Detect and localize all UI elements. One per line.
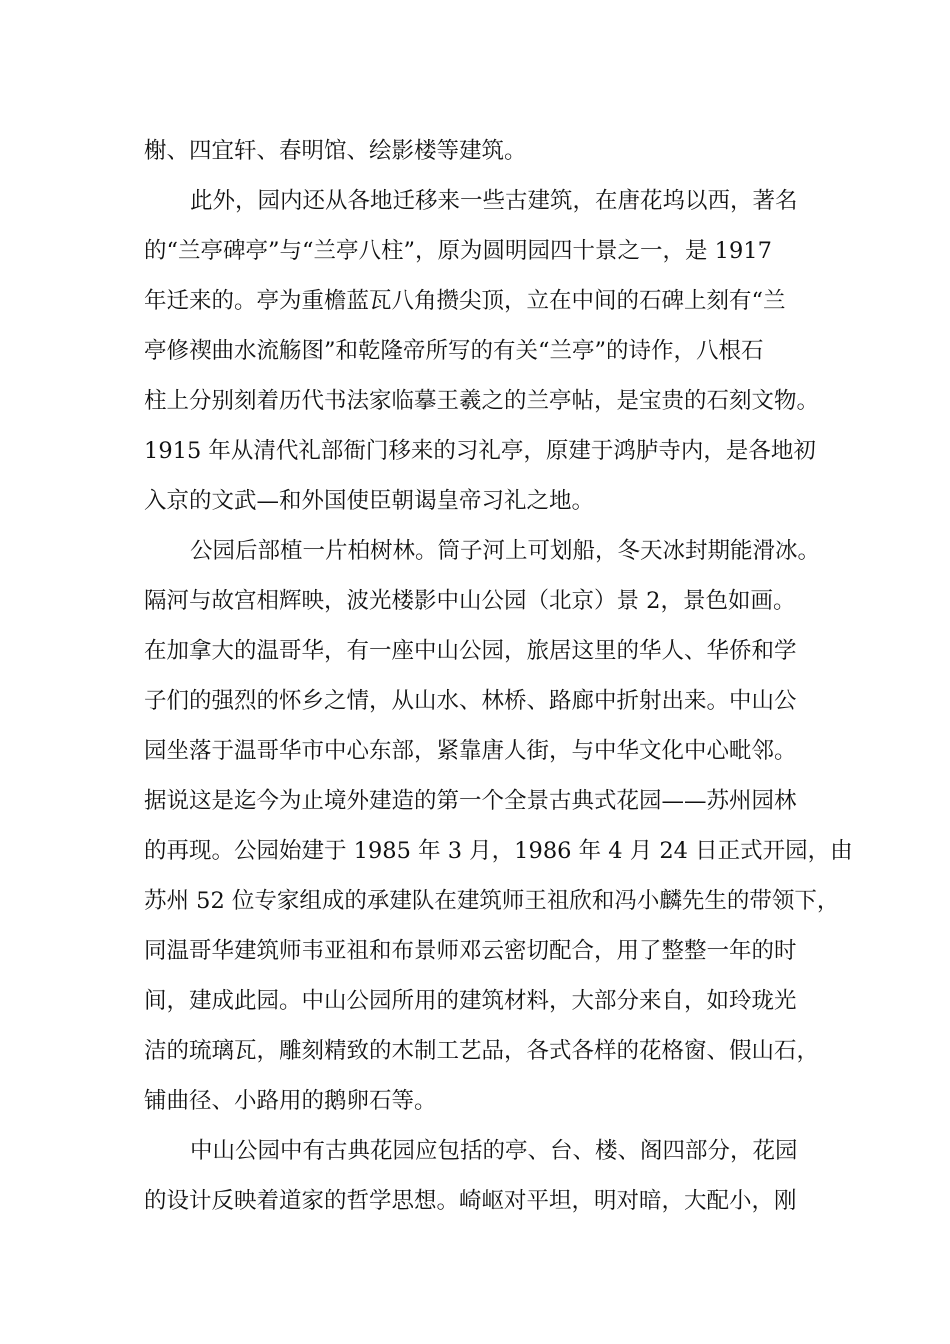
text-line: 间，建成此园。中山公园所用的建筑材料，大部分来自，如玲珑光 <box>144 988 797 1014</box>
text-line: 在加拿大的温哥华，有一座中山公园，旅居这里的华人、华侨和学 <box>144 638 797 664</box>
text-line: 柱上分别刻着历代书法家临摹王羲之的兰亭帖，是宝贵的石刻文物。 <box>144 388 820 414</box>
text-line: 据说这是迄今为止境外建造的第一个全景古典式花园——苏州园林 <box>144 788 797 814</box>
text-line: 同温哥华建筑师韦亚祖和布景师邓云密切配合，用了整整一年的时 <box>144 938 797 964</box>
text-line: 园坐落于温哥华市中心东部，紧靠唐人街，与中华文化中心毗邻。 <box>144 738 797 764</box>
text-line: 苏州 52 位专家组成的承建队在建筑师王祖欣和冯小麟先生的带领下， <box>144 888 840 914</box>
text-line: 入京的文武—和外国使臣朝谒皇帝习礼之地。 <box>144 488 595 514</box>
text-line: 子们的强烈的怀乡之情，从山水、林桥、路廊中折射出来。中山公 <box>144 688 797 714</box>
text-line: 的“兰亭碑亭”与“兰亭八柱”，原为圆明园四十景之一，是 1917 <box>144 238 772 264</box>
text-line: 的再现。公园始建于 1985 年 3 月，1986 年 4 月 24 日正式开园，由 <box>144 838 853 864</box>
text-line: 铺曲径、小路用的鹅卵石等。 <box>144 1088 437 1114</box>
paragraph-first-line: 此外，园内还从各地迁移来一些古建筑，在唐花坞以西，著名 <box>190 188 798 214</box>
text-line: 隔河与故宫相辉映，波光楼影中山公园（北京）景 2，景色如画。 <box>144 588 796 614</box>
paragraph-first-line: 公园后部植一片柏树林。筒子河上可划船，冬天冰封期能滑冰。 <box>190 538 821 564</box>
paragraph-first-line: 中山公园中有古典花园应包括的亭、台、楼、阁四部分，花园 <box>190 1138 798 1164</box>
text-line: 榭、四宜轩、春明馆、绘影楼等建筑。 <box>144 138 527 164</box>
text-line: 的设计反映着道家的哲学思想。崎岖对平坦，明对暗，大配小，刚 <box>144 1188 797 1214</box>
text-line: 亭修禊曲水流觞图”和乾隆帝所写的有关“兰亭”的诗作，八根石 <box>144 338 764 364</box>
text-line: 洁的琉璃瓦，雕刻精致的木制工艺品，各式各样的花格窗、假山石， <box>144 1038 820 1064</box>
text-line: 年迁来的。亭为重檐蓝瓦八角攒尖顶，立在中间的石碑上刻有“兰 <box>144 288 786 314</box>
text-line: 1915 年从清代礼部衙门移来的习礼亭，原建于鸿胪寺内，是各地初 <box>144 438 816 464</box>
